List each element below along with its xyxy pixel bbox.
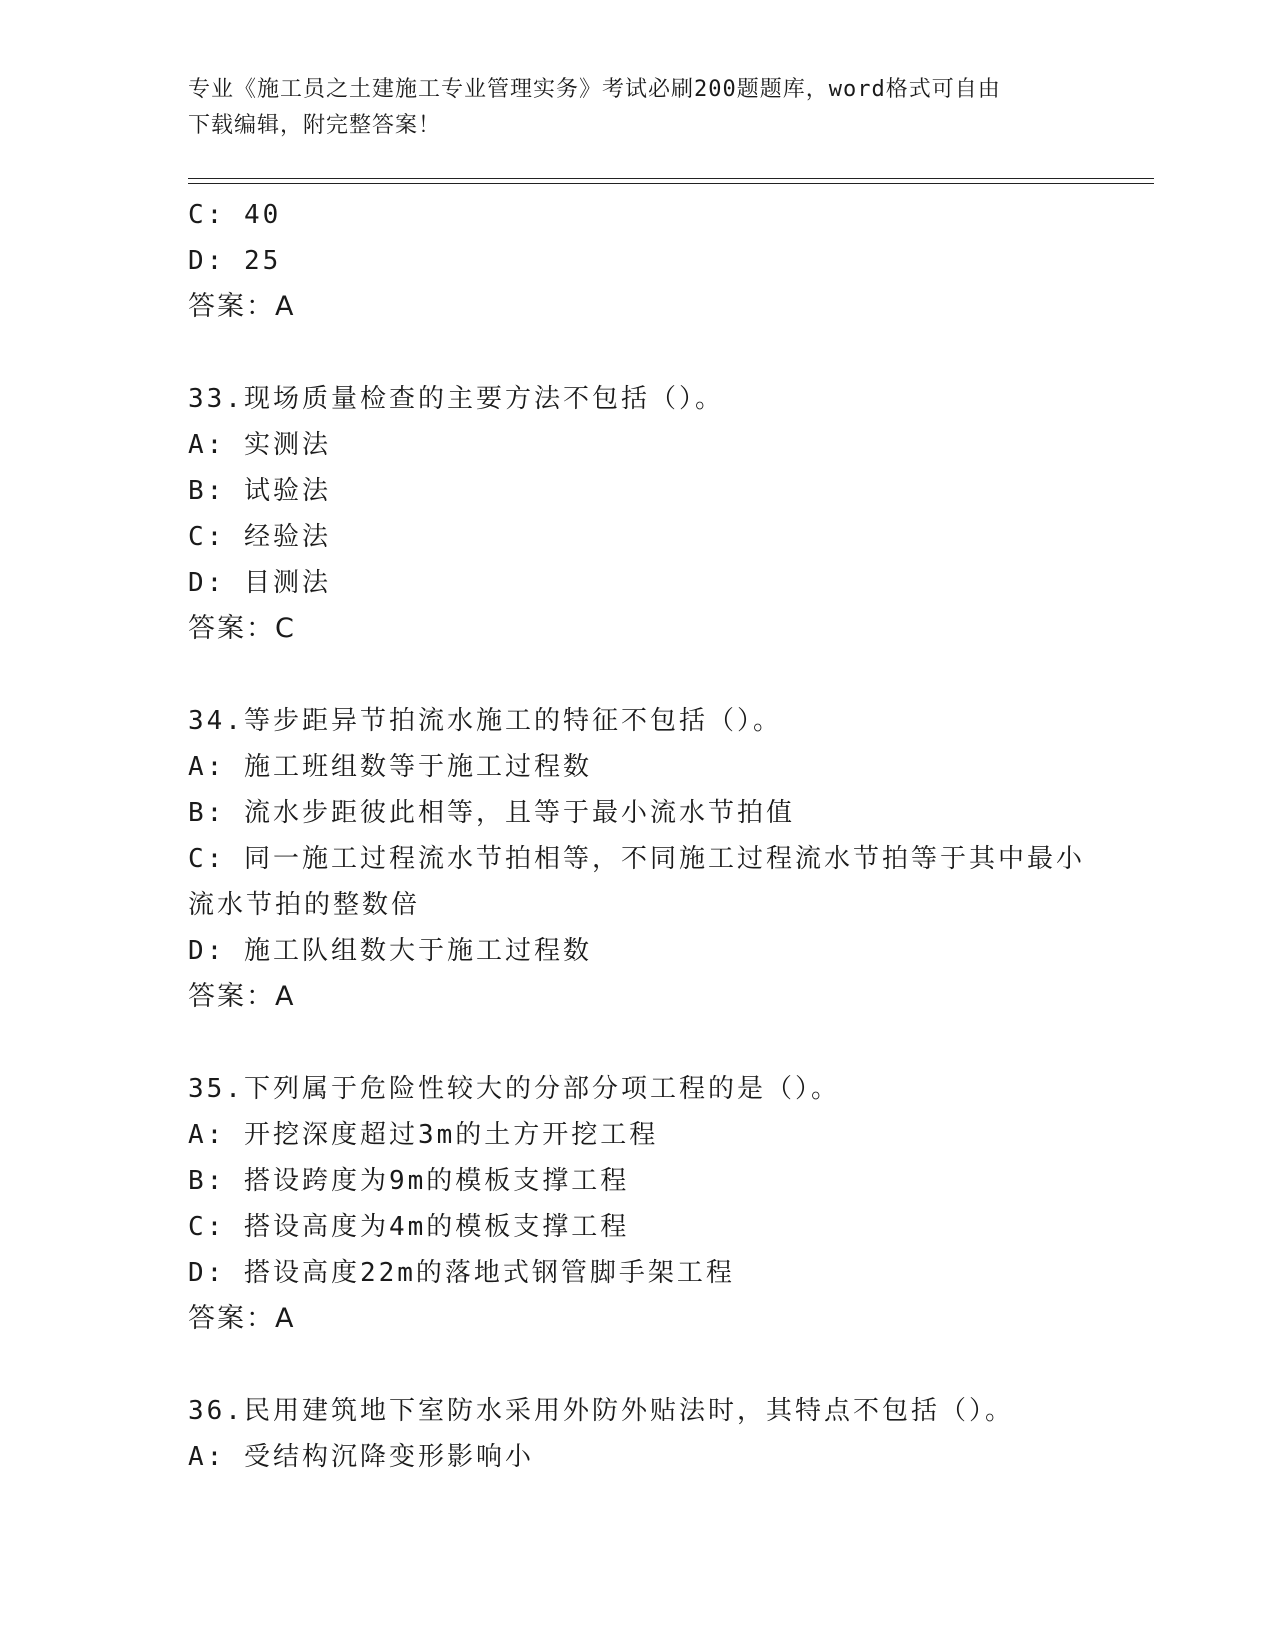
option-b: B: 搭设跨度为9m的模板支撑工程 bbox=[188, 1166, 630, 1196]
option-c: C: 搭设高度为4m的模板支撑工程 bbox=[188, 1212, 630, 1242]
question-stem: 36.民用建筑地下室防水采用外防外贴法时，其特点不包括（）。 bbox=[188, 1396, 1014, 1426]
option-a: A: 受结构沉降变形影响小 bbox=[188, 1442, 534, 1472]
question-stem: 33.现场质量检查的主要方法不包括（）。 bbox=[188, 384, 724, 414]
question-stem: 35.下列属于危险性较大的分部分项工程的是（）。 bbox=[188, 1074, 840, 1104]
header-divider-bottom bbox=[188, 183, 1154, 184]
option-d: D: 目测法 bbox=[188, 568, 331, 598]
answer-line: 答案：A bbox=[188, 1303, 296, 1334]
option-d: D: 施工队组数大于施工过程数 bbox=[188, 936, 592, 966]
option-a: A: 实测法 bbox=[188, 430, 331, 460]
spacer bbox=[188, 1342, 1088, 1388]
option-c: C: 同一施工过程流水节拍相等，不同施工过程流水节拍等于其中最小 bbox=[188, 844, 1085, 874]
header-line-1: 专业《施工员之土建施工专业管理实务》考试必刷200题题库，word格式可自由 bbox=[188, 77, 1001, 102]
option-c-continued: 流水节拍的整数倍 bbox=[188, 890, 421, 920]
option-d: D: 25 bbox=[188, 246, 282, 276]
answer-line: 答案：C bbox=[188, 613, 296, 644]
spacer bbox=[188, 652, 1088, 698]
document-body bbox=[188, 192, 1088, 1480]
option-a: A: 施工班组数等于施工过程数 bbox=[188, 752, 592, 782]
header-line-2: 下载编辑，附完整答案！ bbox=[188, 113, 442, 138]
option-a: A: 开挖深度超过3m的土方开挖工程 bbox=[188, 1120, 659, 1150]
spacer bbox=[188, 330, 1088, 376]
option-c: C: 40 bbox=[188, 200, 282, 230]
answer-line: 答案：A bbox=[188, 981, 296, 1012]
header-divider-top bbox=[188, 178, 1154, 179]
answer-line: 答案：A bbox=[188, 291, 296, 322]
option-d: D: 搭设高度22m的落地式钢管脚手架工程 bbox=[188, 1258, 735, 1288]
option-b: B: 试验法 bbox=[188, 476, 331, 506]
spacer bbox=[188, 1020, 1088, 1066]
option-c: C: 经验法 bbox=[188, 522, 331, 552]
document-header bbox=[188, 72, 1068, 144]
option-b: B: 流水步距彼此相等，且等于最小流水节拍值 bbox=[188, 798, 795, 828]
question-stem: 34.等步距异节拍流水施工的特征不包括（）。 bbox=[188, 706, 782, 736]
